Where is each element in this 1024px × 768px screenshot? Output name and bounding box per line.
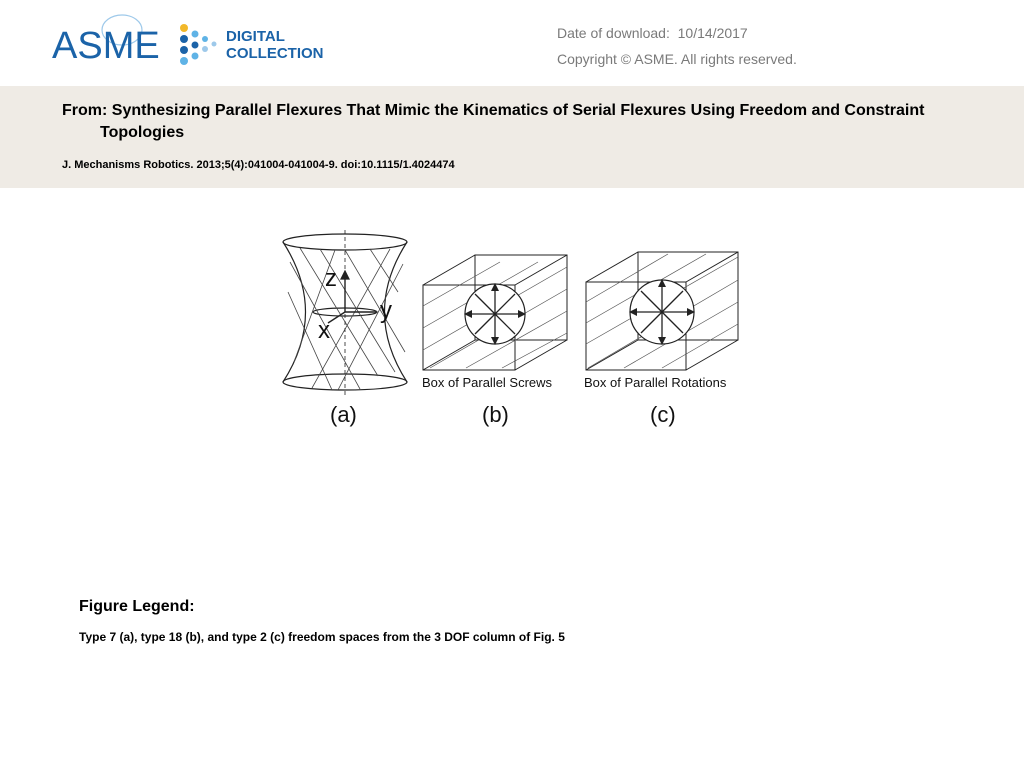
figure-legend-title: Figure Legend: <box>79 598 195 615</box>
panel-b-box <box>423 255 567 370</box>
logo-digital-text: DIGITAL <box>226 28 285 45</box>
axis-y-label: y <box>380 297 392 324</box>
panel-c-caption: Box of Parallel Rotations <box>584 375 727 390</box>
asme-logo <box>50 10 350 72</box>
page-header <box>0 0 1024 86</box>
axis-x-label: x <box>318 317 330 344</box>
download-date-label: Date of download: <box>557 25 670 41</box>
panel-a-label: (a) <box>330 402 357 427</box>
axis-z-label: z <box>325 265 337 292</box>
article-title: From: Synthesizing Parallel Flexures That Mimic the Kinematics of Serial Flexures Using Freedom and Constraint Topologies <box>62 102 925 141</box>
article-citation: J. Mechanisms Robotics. 2013;5(4):041004-041004-9. doi:10.1115/1.4024474 <box>62 159 455 171</box>
download-date <box>557 20 797 46</box>
figure-legend-text: Type 7 (a), type 18 (b), and type 2 (c) freedom spaces from the 3 DOF column of Fig. 5 <box>79 630 565 644</box>
panel-b-caption: Box of Parallel Screws <box>422 375 553 390</box>
panel-c-label: (c) <box>650 402 676 427</box>
download-meta <box>557 20 797 72</box>
copyright-notice: Copyright © ASME. All rights reserved. <box>557 51 797 67</box>
panel-b-label: (b) <box>482 402 509 427</box>
figure-image <box>270 222 760 434</box>
logo-dots-icon <box>180 24 217 65</box>
logo-collection-text: COLLECTION <box>226 45 324 62</box>
panel-c-box <box>586 252 738 370</box>
logo-asme-text: ASME <box>52 25 160 67</box>
download-date-value: 10/14/2017 <box>677 25 748 41</box>
